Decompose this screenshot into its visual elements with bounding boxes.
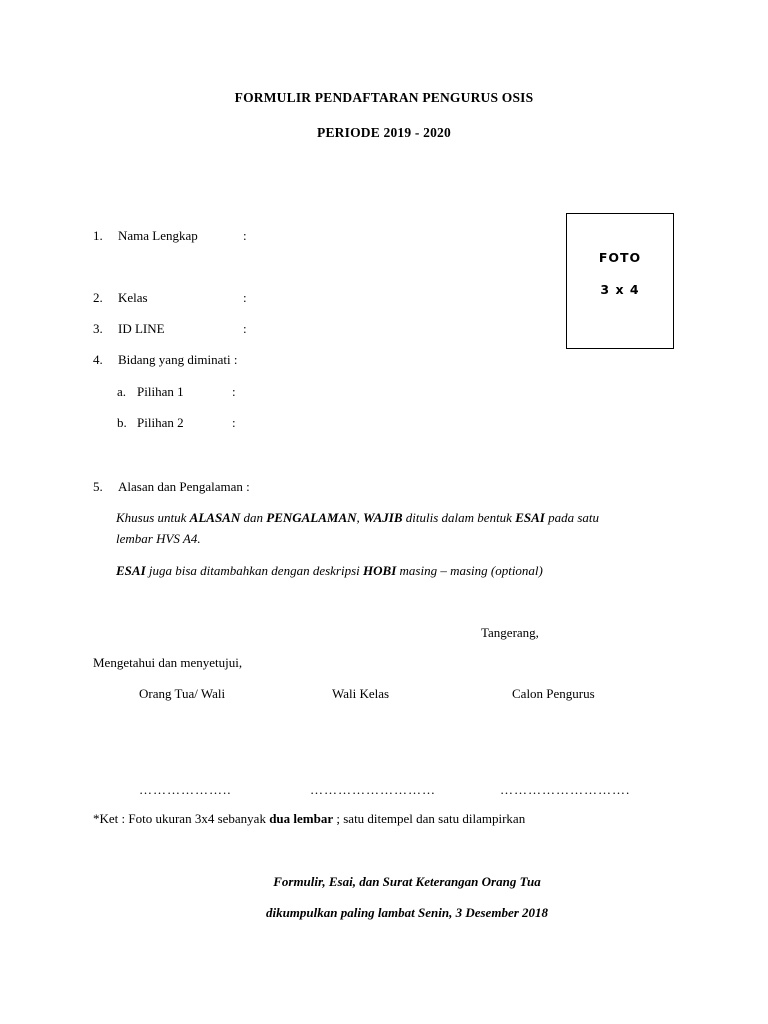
photo-label: FOTO xyxy=(598,250,642,265)
instruction-text: pada satu xyxy=(544,510,600,525)
instruction-text: , xyxy=(356,510,364,525)
form-title: FORMULIR PENDAFTARAN PENGURUS OSIS xyxy=(234,90,534,105)
photo-box xyxy=(566,213,674,349)
signer-parent: Orang Tua/ Wali xyxy=(139,686,226,701)
instruction-emphasis: PENGALAMAN xyxy=(266,510,357,525)
approval-text: Mengetahui dan menyetujui, xyxy=(93,655,243,670)
instruction-emphasis: HOBI xyxy=(363,563,397,578)
field-label-line-id: ID LINE xyxy=(118,321,165,336)
instruction-emphasis: ESAI xyxy=(116,563,146,578)
instruction-text: masing – masing (optional) xyxy=(396,563,543,578)
instruction-emphasis: ESAI xyxy=(515,510,545,525)
photo-note xyxy=(93,811,525,827)
note-text: ; satu ditempel dan satu dilampirkan xyxy=(333,811,526,826)
signature-place: Tangerang, xyxy=(481,625,539,640)
instruction-text: dan xyxy=(240,510,267,525)
field-number-1: 1. xyxy=(93,228,103,243)
hobby-instruction xyxy=(116,563,543,579)
essay-instruction-line2: lembar HVS A4. xyxy=(116,531,201,546)
field-label-name: Nama Lengkap xyxy=(118,228,198,243)
instruction-emphasis: ALASAN xyxy=(189,510,241,525)
choice-colon-2: : xyxy=(232,415,236,430)
field-colon-line-id: : xyxy=(243,321,247,336)
instruction-text: juga bisa ditambahkan dengan deskripsi xyxy=(145,563,364,578)
signer-homeroom: Wali Kelas xyxy=(332,686,390,701)
choice-label-1: Pilihan 1 xyxy=(137,384,184,399)
signature-line-homeroom: ……………………… xyxy=(310,782,436,797)
instruction-emphasis: WAJIB xyxy=(363,510,403,525)
footer-line1: Formulir, Esai, dan Surat Keterangan Orang Tua xyxy=(273,874,541,889)
signature-line-candidate: ………………………. xyxy=(500,782,631,797)
essay-instruction-line1 xyxy=(116,510,599,526)
note-text: *Ket : Foto ukuran 3x4 sebanyak xyxy=(93,811,270,826)
instruction-text: Khusus untuk xyxy=(116,510,190,525)
footer-line2: dikumpulkan paling lambat Senin, 3 Desember 2018 xyxy=(265,905,549,920)
choice-label-2: Pilihan 2 xyxy=(137,415,184,430)
field-label-interest: Bidang yang diminati : xyxy=(118,352,238,367)
photo-size: 3 x 4 xyxy=(600,282,640,297)
signature-line-parent: ……………….. xyxy=(139,782,232,797)
instruction-text: ditulis dalam bentuk xyxy=(402,510,516,525)
field-colon-name: : xyxy=(243,228,247,243)
note-emphasis: dua lembar xyxy=(269,811,334,826)
field-label-class: Kelas xyxy=(118,290,148,305)
field-label-reason: Alasan dan Pengalaman : xyxy=(118,479,250,494)
choice-letter-a: a. xyxy=(117,384,127,399)
field-number-4: 4. xyxy=(93,352,103,367)
choice-colon-1: : xyxy=(232,384,236,399)
choice-letter-b: b. xyxy=(117,415,127,430)
field-number-3: 3. xyxy=(93,321,103,336)
signer-candidate: Calon Pengurus xyxy=(512,686,595,701)
form-period: PERIODE 2019 - 2020 xyxy=(317,125,451,140)
field-number-2: 2. xyxy=(93,290,103,305)
field-number-5: 5. xyxy=(93,479,103,494)
field-colon-class: : xyxy=(243,290,247,305)
